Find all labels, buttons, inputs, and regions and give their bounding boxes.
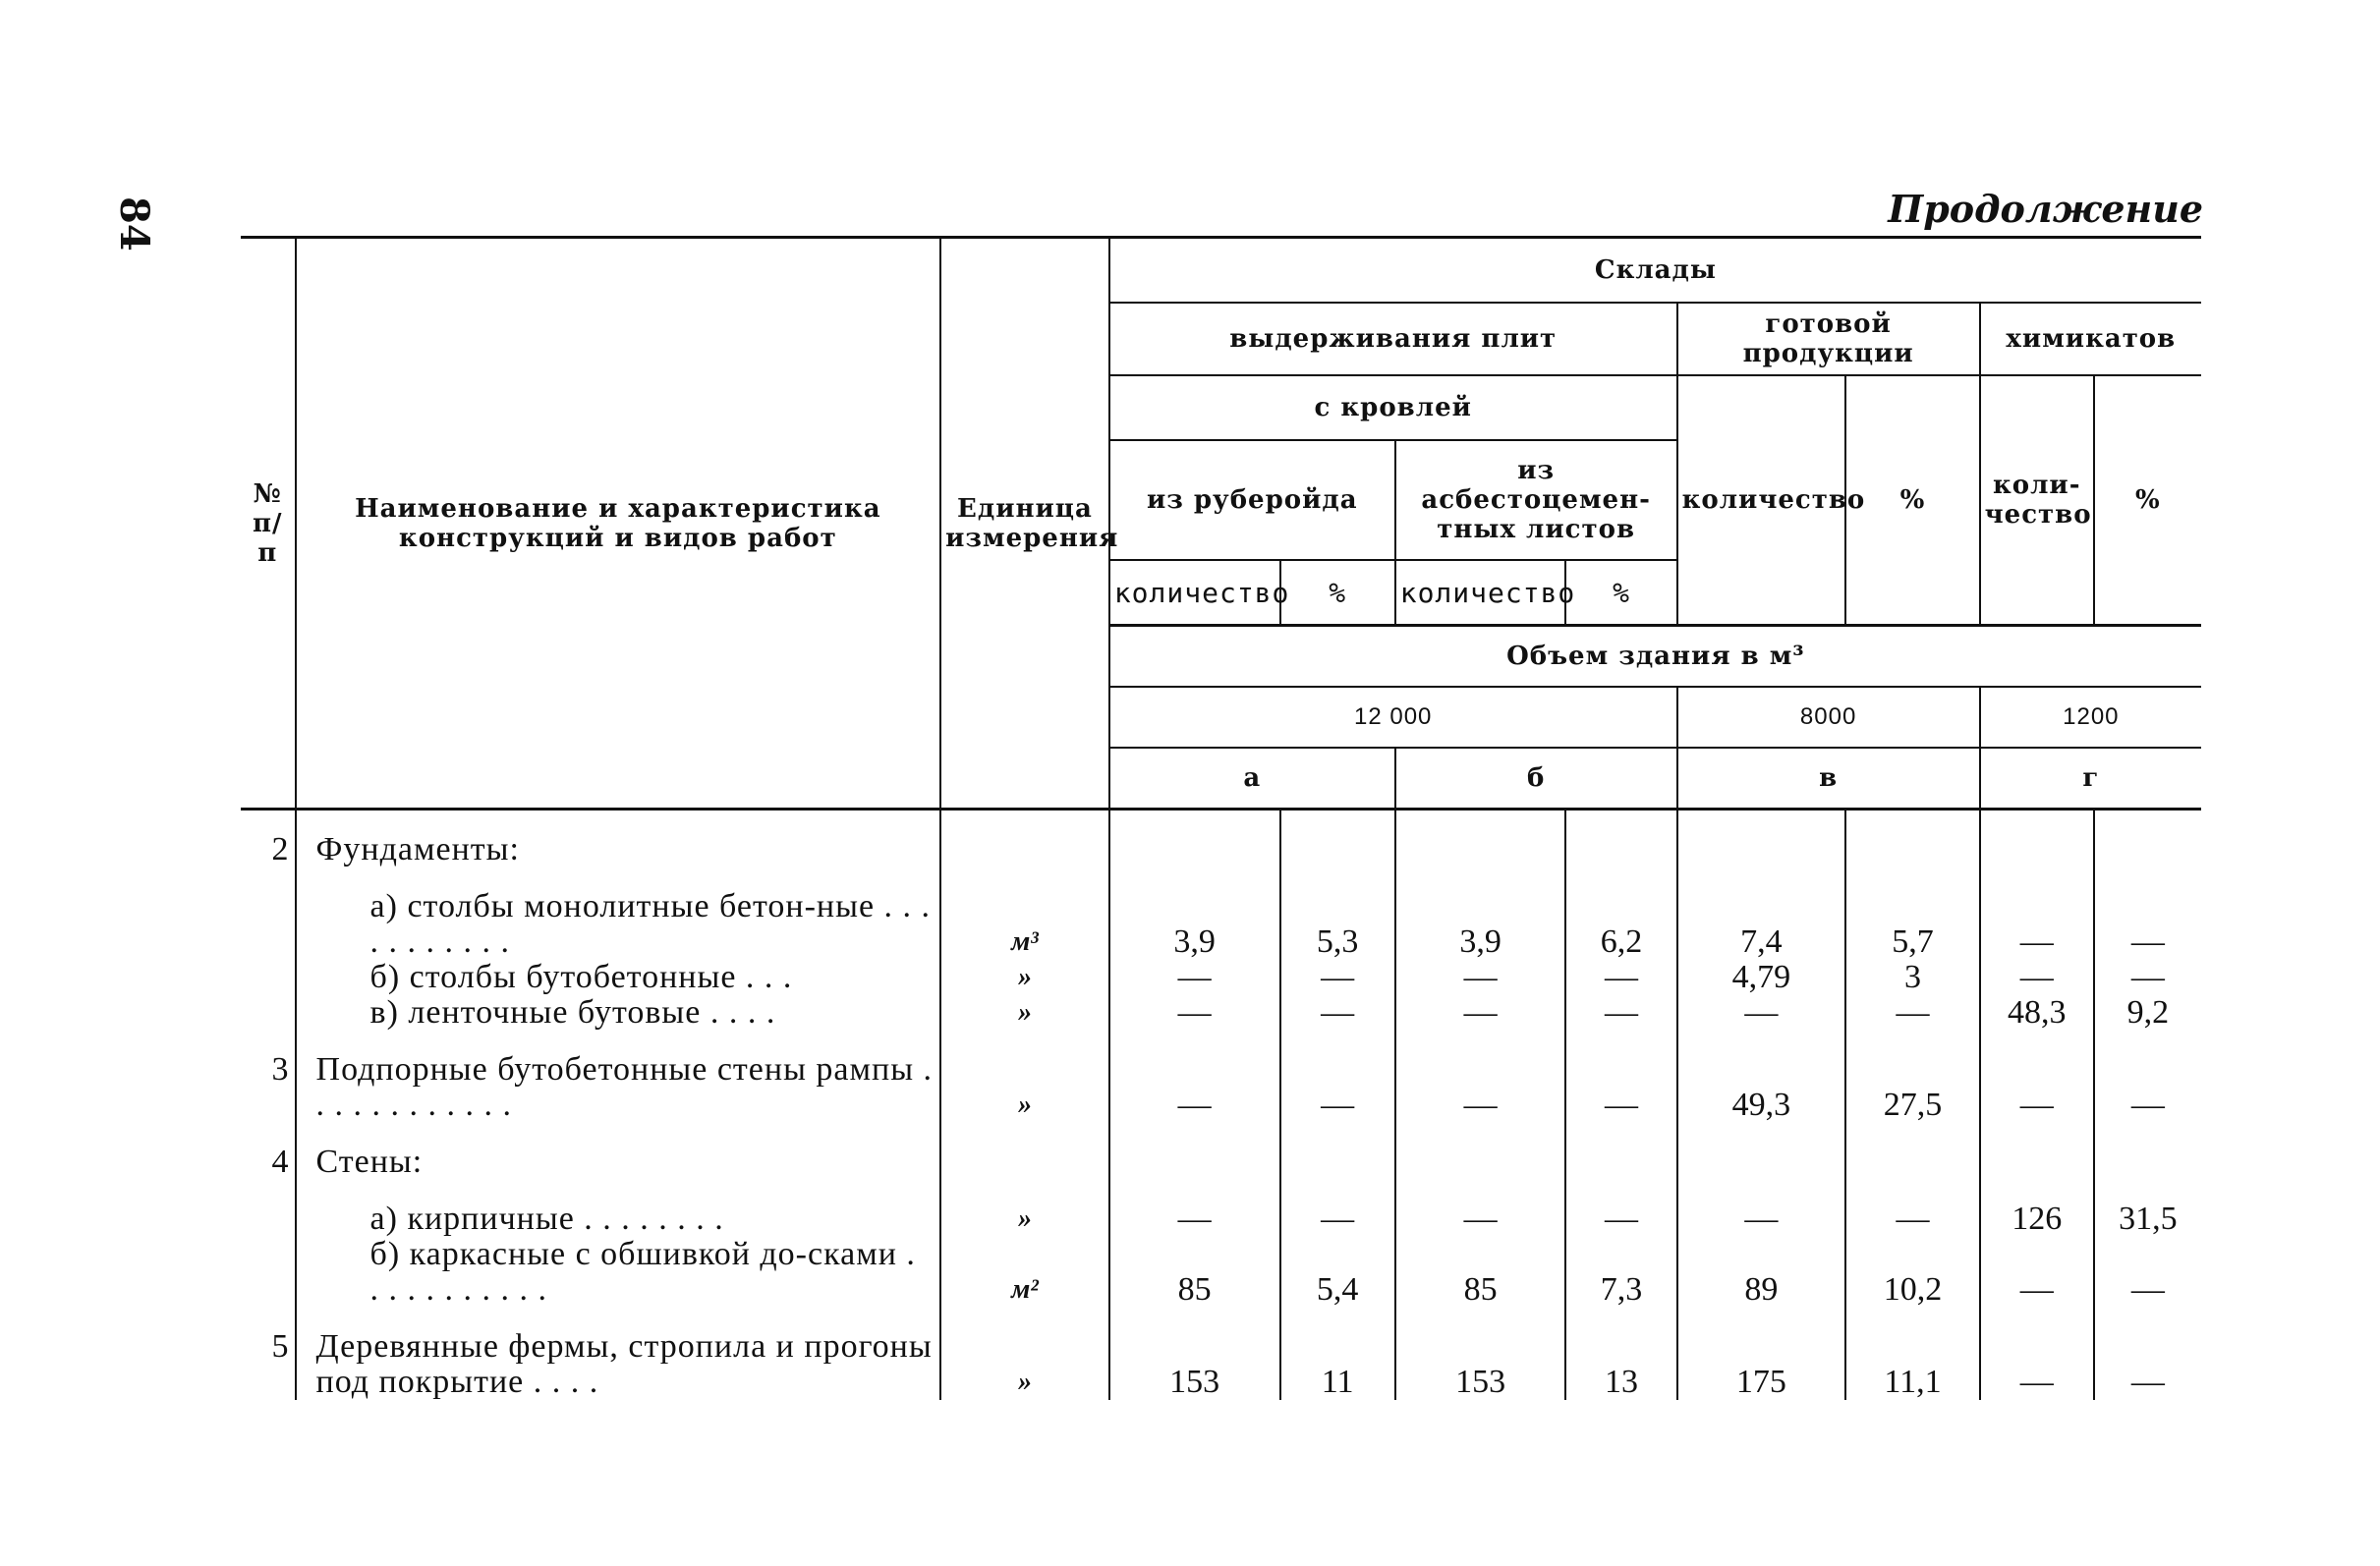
- row-value: —: [1980, 867, 2094, 960]
- row-value: [1109, 1123, 1280, 1180]
- header-pct-a2: %: [1565, 560, 1676, 626]
- page-number: 84: [111, 196, 157, 252]
- row-value: —: [1109, 995, 1280, 1031]
- row-value: —: [2094, 1031, 2201, 1123]
- row-name: а) кирпичные . . . . . . . .: [296, 1180, 941, 1237]
- row-value: 175: [1677, 1308, 1846, 1400]
- row-value: [2094, 1123, 2201, 1180]
- row-value: 153: [1395, 1308, 1566, 1400]
- row-unit: м²: [940, 1237, 1109, 1308]
- header-pct-b: %: [1845, 375, 1979, 626]
- header-qty-b: количество: [1677, 375, 1846, 626]
- row-name: Фундаменты:: [296, 810, 941, 868]
- row-value: —: [1845, 995, 1979, 1031]
- header-qty-a1: количество: [1109, 560, 1280, 626]
- table-row: [241, 995, 2201, 1031]
- row-value: 5,4: [1280, 1237, 1395, 1308]
- row-name: б) столбы бутобетонные . . .: [296, 960, 941, 995]
- row-value: —: [1677, 1180, 1846, 1237]
- row-value: [1845, 810, 1979, 868]
- row-value: —: [1565, 960, 1676, 995]
- row-number: 4: [271, 1144, 289, 1180]
- row-name: в) ленточные бутовые . . . .: [296, 995, 941, 1031]
- row-value: —: [1565, 1031, 1676, 1123]
- header-col-a: а: [1109, 748, 1395, 810]
- header-name: Наименование и характеристика конструкций и видов работ: [296, 238, 941, 810]
- row-value: 4,79: [1677, 960, 1846, 995]
- row-value: —: [1395, 1031, 1566, 1123]
- row-name: Подпорные бутобетонные стены рампы . . . . . . . . . . . .: [296, 1031, 941, 1123]
- row-value: [2094, 810, 2201, 868]
- header-col-d: г: [1980, 748, 2201, 810]
- row-name: а) столбы монолитные бетон-ные . . . . . . . . . . .: [296, 867, 941, 960]
- row-value: —: [1280, 1031, 1395, 1123]
- header-vol-a: 12 000: [1109, 687, 1677, 748]
- row-value: —: [2094, 867, 2201, 960]
- table-row: [241, 867, 2201, 960]
- table-body: [241, 810, 2201, 1401]
- row-unit: м³: [940, 867, 1109, 960]
- header-pct-a1: %: [1280, 560, 1395, 626]
- row-value: 85: [1109, 1237, 1280, 1308]
- header-vol-b: 8000: [1677, 687, 1980, 748]
- row-value: 31,5: [2094, 1180, 2201, 1237]
- continuation-label: Продолжение: [1888, 187, 2203, 231]
- table-row: [241, 1031, 2201, 1123]
- header-col-c: в: [1677, 748, 1980, 810]
- row-value: 49,3: [1677, 1031, 1846, 1123]
- row-unit: [940, 810, 1109, 868]
- table-row: [241, 1308, 2201, 1400]
- row-value: 27,5: [1845, 1031, 1979, 1123]
- row-value: [1677, 1123, 1846, 1180]
- row-value: —: [1280, 1180, 1395, 1237]
- row-value: 11,1: [1845, 1308, 1979, 1400]
- header-group-a: выдерживания плит: [1109, 303, 1677, 375]
- row-number: [241, 1237, 296, 1308]
- header-vol-c: 1200: [1980, 687, 2201, 748]
- row-value: —: [2094, 960, 2201, 995]
- row-value: —: [1980, 1237, 2094, 1308]
- row-value: —: [1109, 1180, 1280, 1237]
- row-value: 89: [1677, 1237, 1846, 1308]
- row-name: б) каркасные с обшивкой до-сками . . . . . . . . . . .: [296, 1237, 941, 1308]
- header-group-b: готовой продукции: [1677, 303, 1980, 375]
- row-value: 3: [1845, 960, 1979, 995]
- row-value: —: [1980, 1031, 2094, 1123]
- row-value: —: [1565, 1180, 1676, 1237]
- header-col-b: б: [1395, 748, 1677, 810]
- row-value: —: [1845, 1180, 1979, 1237]
- row-value: —: [1395, 995, 1566, 1031]
- row-unit: »: [940, 960, 1109, 995]
- row-value: [1109, 810, 1280, 868]
- row-unit: [940, 1123, 1109, 1180]
- row-value: 153: [1109, 1308, 1280, 1400]
- row-value: 11: [1280, 1308, 1395, 1400]
- row-value: 5,3: [1280, 867, 1395, 960]
- row-value: —: [1109, 960, 1280, 995]
- row-name: Стены:: [296, 1123, 941, 1180]
- row-number: [241, 995, 296, 1031]
- row-value: [1565, 1123, 1676, 1180]
- row-value: 126: [1980, 1180, 2094, 1237]
- row-value: 7,3: [1565, 1237, 1676, 1308]
- row-value: —: [2094, 1308, 2201, 1400]
- row-value: 3,9: [1395, 867, 1566, 960]
- row-unit: »: [940, 995, 1109, 1031]
- row-value: —: [1677, 995, 1846, 1031]
- row-value: [1677, 810, 1846, 868]
- row-value: 10,2: [1845, 1237, 1979, 1308]
- table-row: [241, 1123, 2201, 1180]
- table-row: [241, 1237, 2201, 1308]
- row-number: [241, 960, 296, 995]
- row-value: —: [2094, 1237, 2201, 1308]
- row-value: [1565, 810, 1676, 868]
- row-value: —: [1395, 1180, 1566, 1237]
- materials-table: [241, 236, 2201, 1400]
- header-roof-b: из асбестоцемен-тных листов: [1395, 440, 1677, 560]
- header-roof: с кровлей: [1109, 375, 1677, 440]
- header-pct-c: %: [2094, 375, 2201, 626]
- header-qty-c: коли-чество: [1980, 375, 2094, 626]
- header-group-c: химикатов: [1980, 303, 2201, 375]
- row-number: [241, 1180, 296, 1237]
- row-value: 9,2: [2094, 995, 2201, 1031]
- row-number: 2: [241, 810, 296, 868]
- row-value: 85: [1395, 1237, 1566, 1308]
- header-qty-a2: количество: [1395, 560, 1566, 626]
- header-volume: Объем здания в м³: [1109, 626, 2201, 688]
- table-row: [241, 1180, 2201, 1237]
- row-value: [1980, 1123, 2094, 1180]
- row-value: —: [1565, 995, 1676, 1031]
- header-roof-a: из руберойда: [1109, 440, 1395, 560]
- row-value: [1395, 810, 1566, 868]
- row-value: [1845, 1123, 1979, 1180]
- row-value: 6,2: [1565, 867, 1676, 960]
- header-num: № п/п: [241, 238, 296, 810]
- row-number: 5: [271, 1328, 289, 1365]
- row-unit: »: [940, 1180, 1109, 1237]
- row-value: [1980, 810, 2094, 868]
- header-unit: Единица измерения: [940, 238, 1109, 810]
- row-value: [1280, 810, 1395, 868]
- row-value: —: [1980, 960, 2094, 995]
- row-unit: »: [940, 1031, 1109, 1123]
- row-value: 3,9: [1109, 867, 1280, 960]
- table-row: [241, 960, 2201, 995]
- row-value: 48,3: [1980, 995, 2094, 1031]
- row-number: 3: [271, 1051, 289, 1088]
- row-unit: »: [940, 1308, 1109, 1400]
- row-value: —: [1109, 1031, 1280, 1123]
- header-warehouses: Склады: [1109, 238, 2201, 304]
- row-name: Деревянные фермы, стропила и прогоны под покрытие . . . .: [296, 1308, 941, 1400]
- row-value: —: [1395, 960, 1566, 995]
- row-value: 7,4: [1677, 867, 1846, 960]
- row-value: 13: [1565, 1308, 1676, 1400]
- table-row: [241, 810, 2201, 868]
- row-value: 5,7: [1845, 867, 1979, 960]
- row-value: [1395, 1123, 1566, 1180]
- row-value: —: [1280, 960, 1395, 995]
- row-value: —: [1280, 995, 1395, 1031]
- row-value: [1280, 1123, 1395, 1180]
- row-value: —: [1980, 1308, 2094, 1400]
- row-number: [241, 867, 296, 960]
